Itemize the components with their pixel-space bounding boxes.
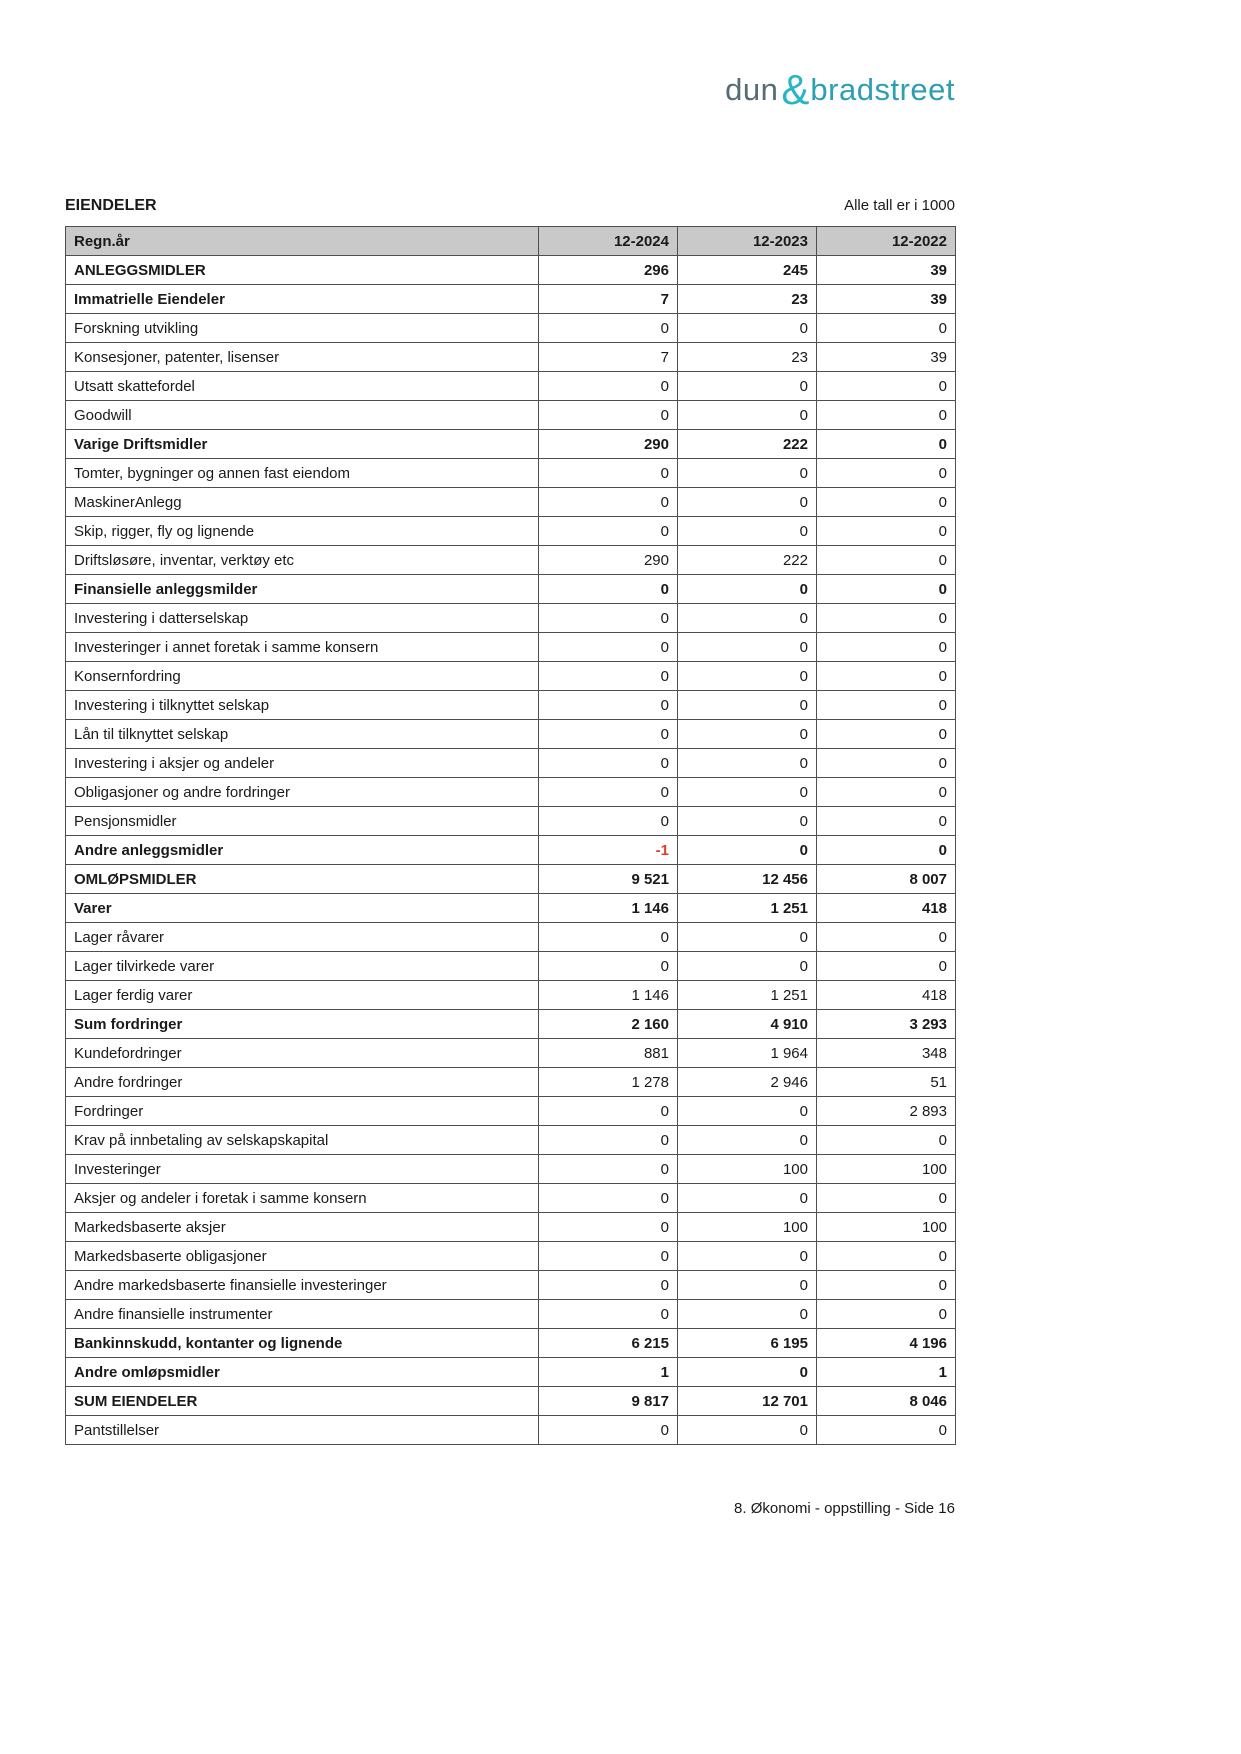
- row-value: 0: [817, 691, 956, 720]
- table-row: [66, 430, 956, 459]
- table-row: [66, 459, 956, 488]
- row-value: 290: [539, 430, 678, 459]
- row-label: Immatrielle Eiendeler: [66, 285, 539, 314]
- row-value: 0: [817, 720, 956, 749]
- row-value: 1 251: [678, 981, 817, 1010]
- row-label: Andre finansielle instrumenter: [66, 1300, 539, 1329]
- table-row: [66, 836, 956, 865]
- row-value: 0: [817, 923, 956, 952]
- table-row: [66, 1416, 956, 1445]
- row-value: 0: [678, 836, 817, 865]
- row-value: 0: [539, 749, 678, 778]
- row-value: 0: [539, 1416, 678, 1445]
- row-value: 7: [539, 285, 678, 314]
- table-row: [66, 401, 956, 430]
- row-value: 0: [817, 517, 956, 546]
- row-value: 0: [539, 952, 678, 981]
- table-row: [66, 285, 956, 314]
- row-label: Investering i tilknyttet selskap: [66, 691, 539, 720]
- row-label: Varige Driftsmidler: [66, 430, 539, 459]
- table-row: [66, 1184, 956, 1213]
- row-label: ANLEGGSMIDLER: [66, 256, 539, 285]
- row-value: 0: [817, 488, 956, 517]
- row-value: 0: [817, 372, 956, 401]
- table-row: [66, 1329, 956, 1358]
- row-label: Investering i aksjer og andeler: [66, 749, 539, 778]
- row-value: 0: [539, 1300, 678, 1329]
- table-row: [66, 1010, 956, 1039]
- row-label: Skip, rigger, fly og lignende: [66, 517, 539, 546]
- table-row: [66, 981, 956, 1010]
- row-label: Konsernfordring: [66, 662, 539, 691]
- row-value: 0: [817, 662, 956, 691]
- row-value: 0: [539, 633, 678, 662]
- row-value: 0: [817, 430, 956, 459]
- section-header: [65, 197, 955, 215]
- row-value: 0: [678, 633, 817, 662]
- row-value: 0: [678, 575, 817, 604]
- row-value: 0: [678, 778, 817, 807]
- row-label: Kundefordringer: [66, 1039, 539, 1068]
- row-label: Lager ferdig varer: [66, 981, 539, 1010]
- units-note: Alle tall er i 1000: [844, 197, 955, 214]
- row-value: 23: [678, 343, 817, 372]
- row-value: 8 046: [817, 1387, 956, 1416]
- row-value: 0: [678, 1300, 817, 1329]
- row-value: 12 701: [678, 1387, 817, 1416]
- row-value: 0: [817, 1271, 956, 1300]
- row-value: 2 893: [817, 1097, 956, 1126]
- row-value: 0: [678, 662, 817, 691]
- row-value: 6 195: [678, 1329, 817, 1358]
- row-value: 0: [539, 1242, 678, 1271]
- row-value: 12 456: [678, 865, 817, 894]
- row-label: Lån til tilknyttet selskap: [66, 720, 539, 749]
- row-value: 8 007: [817, 865, 956, 894]
- table-row: [66, 1126, 956, 1155]
- row-value: 0: [678, 372, 817, 401]
- row-value: 881: [539, 1039, 678, 1068]
- row-value: 0: [817, 749, 956, 778]
- table-row: [66, 546, 956, 575]
- row-value: 39: [817, 285, 956, 314]
- row-value: 0: [539, 1126, 678, 1155]
- row-label: Andre markedsbaserte finansielle investeringer: [66, 1271, 539, 1300]
- row-value: 6 215: [539, 1329, 678, 1358]
- row-label: Tomter, bygninger og annen fast eiendom: [66, 459, 539, 488]
- row-value: 1 964: [678, 1039, 817, 1068]
- row-value: 0: [817, 401, 956, 430]
- row-value: -1: [539, 836, 678, 865]
- table-row: [66, 778, 956, 807]
- row-value: 0: [539, 720, 678, 749]
- row-value: 4 910: [678, 1010, 817, 1039]
- row-value: 1 278: [539, 1068, 678, 1097]
- row-value: 222: [678, 546, 817, 575]
- row-value: 9 521: [539, 865, 678, 894]
- row-value: 0: [817, 1126, 956, 1155]
- logo-text-dun: dun: [725, 72, 779, 107]
- assets-table: [65, 226, 956, 1445]
- row-value: 0: [539, 314, 678, 343]
- row-label: Andre omløpsmidler: [66, 1358, 539, 1387]
- row-value: 0: [539, 1213, 678, 1242]
- table-row: [66, 1271, 956, 1300]
- row-value: 0: [817, 778, 956, 807]
- row-label: Pensjonsmidler: [66, 807, 539, 836]
- row-label: Andre fordringer: [66, 1068, 539, 1097]
- row-value: 0: [678, 923, 817, 952]
- row-value: 100: [817, 1213, 956, 1242]
- row-value: 0: [678, 1416, 817, 1445]
- column-header-period: 12-2023: [678, 227, 817, 256]
- row-value: 0: [678, 1097, 817, 1126]
- column-header-period: 12-2022: [817, 227, 956, 256]
- row-label: Krav på innbetaling av selskapskapital: [66, 1126, 539, 1155]
- row-value: 1: [817, 1358, 956, 1387]
- row-value: 0: [678, 488, 817, 517]
- table-row: [66, 604, 956, 633]
- row-value: 0: [678, 314, 817, 343]
- row-label: Finansielle anleggsmilder: [66, 575, 539, 604]
- row-value: 0: [817, 459, 956, 488]
- row-value: 0: [817, 575, 956, 604]
- table-row: [66, 1387, 956, 1416]
- row-value: 0: [539, 372, 678, 401]
- row-value: 0: [539, 1155, 678, 1184]
- row-value: 0: [539, 662, 678, 691]
- row-value: 2 160: [539, 1010, 678, 1039]
- row-label: Driftsløsøre, inventar, verktøy etc: [66, 546, 539, 575]
- row-value: 100: [678, 1213, 817, 1242]
- row-value: 0: [678, 1358, 817, 1387]
- row-value: 0: [817, 1416, 956, 1445]
- row-label: Markedsbaserte aksjer: [66, 1213, 539, 1242]
- row-value: 100: [817, 1155, 956, 1184]
- row-label: Forskning utvikling: [66, 314, 539, 343]
- table-row: [66, 517, 956, 546]
- row-value: 296: [539, 256, 678, 285]
- row-value: 0: [678, 1242, 817, 1271]
- row-value: 290: [539, 546, 678, 575]
- row-value: 0: [817, 952, 956, 981]
- table-row: [66, 1155, 956, 1184]
- table-row: [66, 1213, 956, 1242]
- row-value: 0: [678, 952, 817, 981]
- row-value: 0: [539, 691, 678, 720]
- table-row: [66, 633, 956, 662]
- dun-bradstreet-logo: [65, 68, 955, 118]
- table-row: [66, 894, 956, 923]
- logo-ampersand-icon: &: [781, 66, 810, 113]
- table-row: [66, 807, 956, 836]
- row-value: 0: [817, 314, 956, 343]
- row-value: 0: [678, 1271, 817, 1300]
- row-value: 51: [817, 1068, 956, 1097]
- table-row: [66, 865, 956, 894]
- row-value: 0: [678, 807, 817, 836]
- row-value: 100: [678, 1155, 817, 1184]
- row-value: 9 817: [539, 1387, 678, 1416]
- table-row: [66, 314, 956, 343]
- row-value: 0: [539, 401, 678, 430]
- row-label: Investering i datterselskap: [66, 604, 539, 633]
- row-value: 0: [539, 1184, 678, 1213]
- row-value: 4 196: [817, 1329, 956, 1358]
- row-value: 0: [817, 836, 956, 865]
- row-label: Aksjer og andeler i foretak i samme konsern: [66, 1184, 539, 1213]
- page-title: EIENDELER: [65, 197, 157, 214]
- row-value: 1 146: [539, 894, 678, 923]
- table-row: [66, 575, 956, 604]
- row-value: 0: [539, 923, 678, 952]
- row-value: 0: [817, 633, 956, 662]
- row-value: 39: [817, 256, 956, 285]
- row-value: 0: [539, 778, 678, 807]
- row-label: SUM EIENDELER: [66, 1387, 539, 1416]
- row-value: 2 946: [678, 1068, 817, 1097]
- row-value: 0: [678, 691, 817, 720]
- row-label: OMLØPSMIDLER: [66, 865, 539, 894]
- row-value: 0: [678, 459, 817, 488]
- row-value: 0: [817, 546, 956, 575]
- row-label: Bankinnskudd, kontanter og lignende: [66, 1329, 539, 1358]
- row-value: 222: [678, 430, 817, 459]
- logo-text-bradstreet: bradstreet: [810, 72, 955, 107]
- table-row: [66, 343, 956, 372]
- row-value: 0: [539, 488, 678, 517]
- row-value: 0: [817, 1242, 956, 1271]
- row-value: 0: [539, 807, 678, 836]
- row-value: 7: [539, 343, 678, 372]
- row-label: Goodwill: [66, 401, 539, 430]
- column-header-label: Regn.år: [66, 227, 539, 256]
- row-value: 418: [817, 894, 956, 923]
- table-row: [66, 1242, 956, 1271]
- row-label: Investeringer i annet foretak i samme konsern: [66, 633, 539, 662]
- row-label: Investeringer: [66, 1155, 539, 1184]
- table-row: [66, 749, 956, 778]
- row-label: Andre anleggsmidler: [66, 836, 539, 865]
- table-row: [66, 923, 956, 952]
- row-value: 0: [678, 749, 817, 778]
- row-value: 0: [678, 720, 817, 749]
- table-row: [66, 1097, 956, 1126]
- row-value: 0: [678, 604, 817, 633]
- row-value: 0: [817, 807, 956, 836]
- row-value: 1 146: [539, 981, 678, 1010]
- page-footer: 8. Økonomi - oppstilling - Side 16: [734, 1500, 955, 1517]
- table-row: [66, 720, 956, 749]
- row-label: Utsatt skattefordel: [66, 372, 539, 401]
- row-value: 0: [678, 1126, 817, 1155]
- table-row: [66, 1358, 956, 1387]
- row-value: 0: [678, 1184, 817, 1213]
- row-label: Sum fordringer: [66, 1010, 539, 1039]
- row-label: Lager tilvirkede varer: [66, 952, 539, 981]
- row-value: 0: [817, 1300, 956, 1329]
- row-value: 1 251: [678, 894, 817, 923]
- row-value: 23: [678, 285, 817, 314]
- row-value: 0: [539, 604, 678, 633]
- row-label: Markedsbaserte obligasjoner: [66, 1242, 539, 1271]
- table-row: [66, 691, 956, 720]
- row-value: 0: [539, 575, 678, 604]
- row-label: Lager råvarer: [66, 923, 539, 952]
- row-label: Varer: [66, 894, 539, 923]
- row-label: Fordringer: [66, 1097, 539, 1126]
- row-label: Pantstillelser: [66, 1416, 539, 1445]
- row-value: 0: [678, 517, 817, 546]
- row-value: 1: [539, 1358, 678, 1387]
- row-value: 3 293: [817, 1010, 956, 1039]
- row-label: Obligasjoner og andre fordringer: [66, 778, 539, 807]
- row-value: 0: [817, 604, 956, 633]
- row-value: 0: [539, 459, 678, 488]
- table-row: [66, 256, 956, 285]
- table-row: [66, 1300, 956, 1329]
- row-value: 0: [678, 401, 817, 430]
- row-value: 0: [539, 1271, 678, 1300]
- row-value: 348: [817, 1039, 956, 1068]
- table-row: [66, 372, 956, 401]
- table-row: [66, 952, 956, 981]
- row-value: 0: [817, 1184, 956, 1213]
- row-label: Konsesjoner, patenter, lisenser: [66, 343, 539, 372]
- row-value: 0: [539, 1097, 678, 1126]
- table-row: [66, 1039, 956, 1068]
- row-value: 245: [678, 256, 817, 285]
- row-label: MaskinerAnlegg: [66, 488, 539, 517]
- table-header-row: [66, 227, 956, 256]
- row-value: 39: [817, 343, 956, 372]
- table-row: [66, 1068, 956, 1097]
- table-row: [66, 488, 956, 517]
- row-value: 418: [817, 981, 956, 1010]
- table-row: [66, 662, 956, 691]
- column-header-period: 12-2024: [539, 227, 678, 256]
- row-value: 0: [539, 517, 678, 546]
